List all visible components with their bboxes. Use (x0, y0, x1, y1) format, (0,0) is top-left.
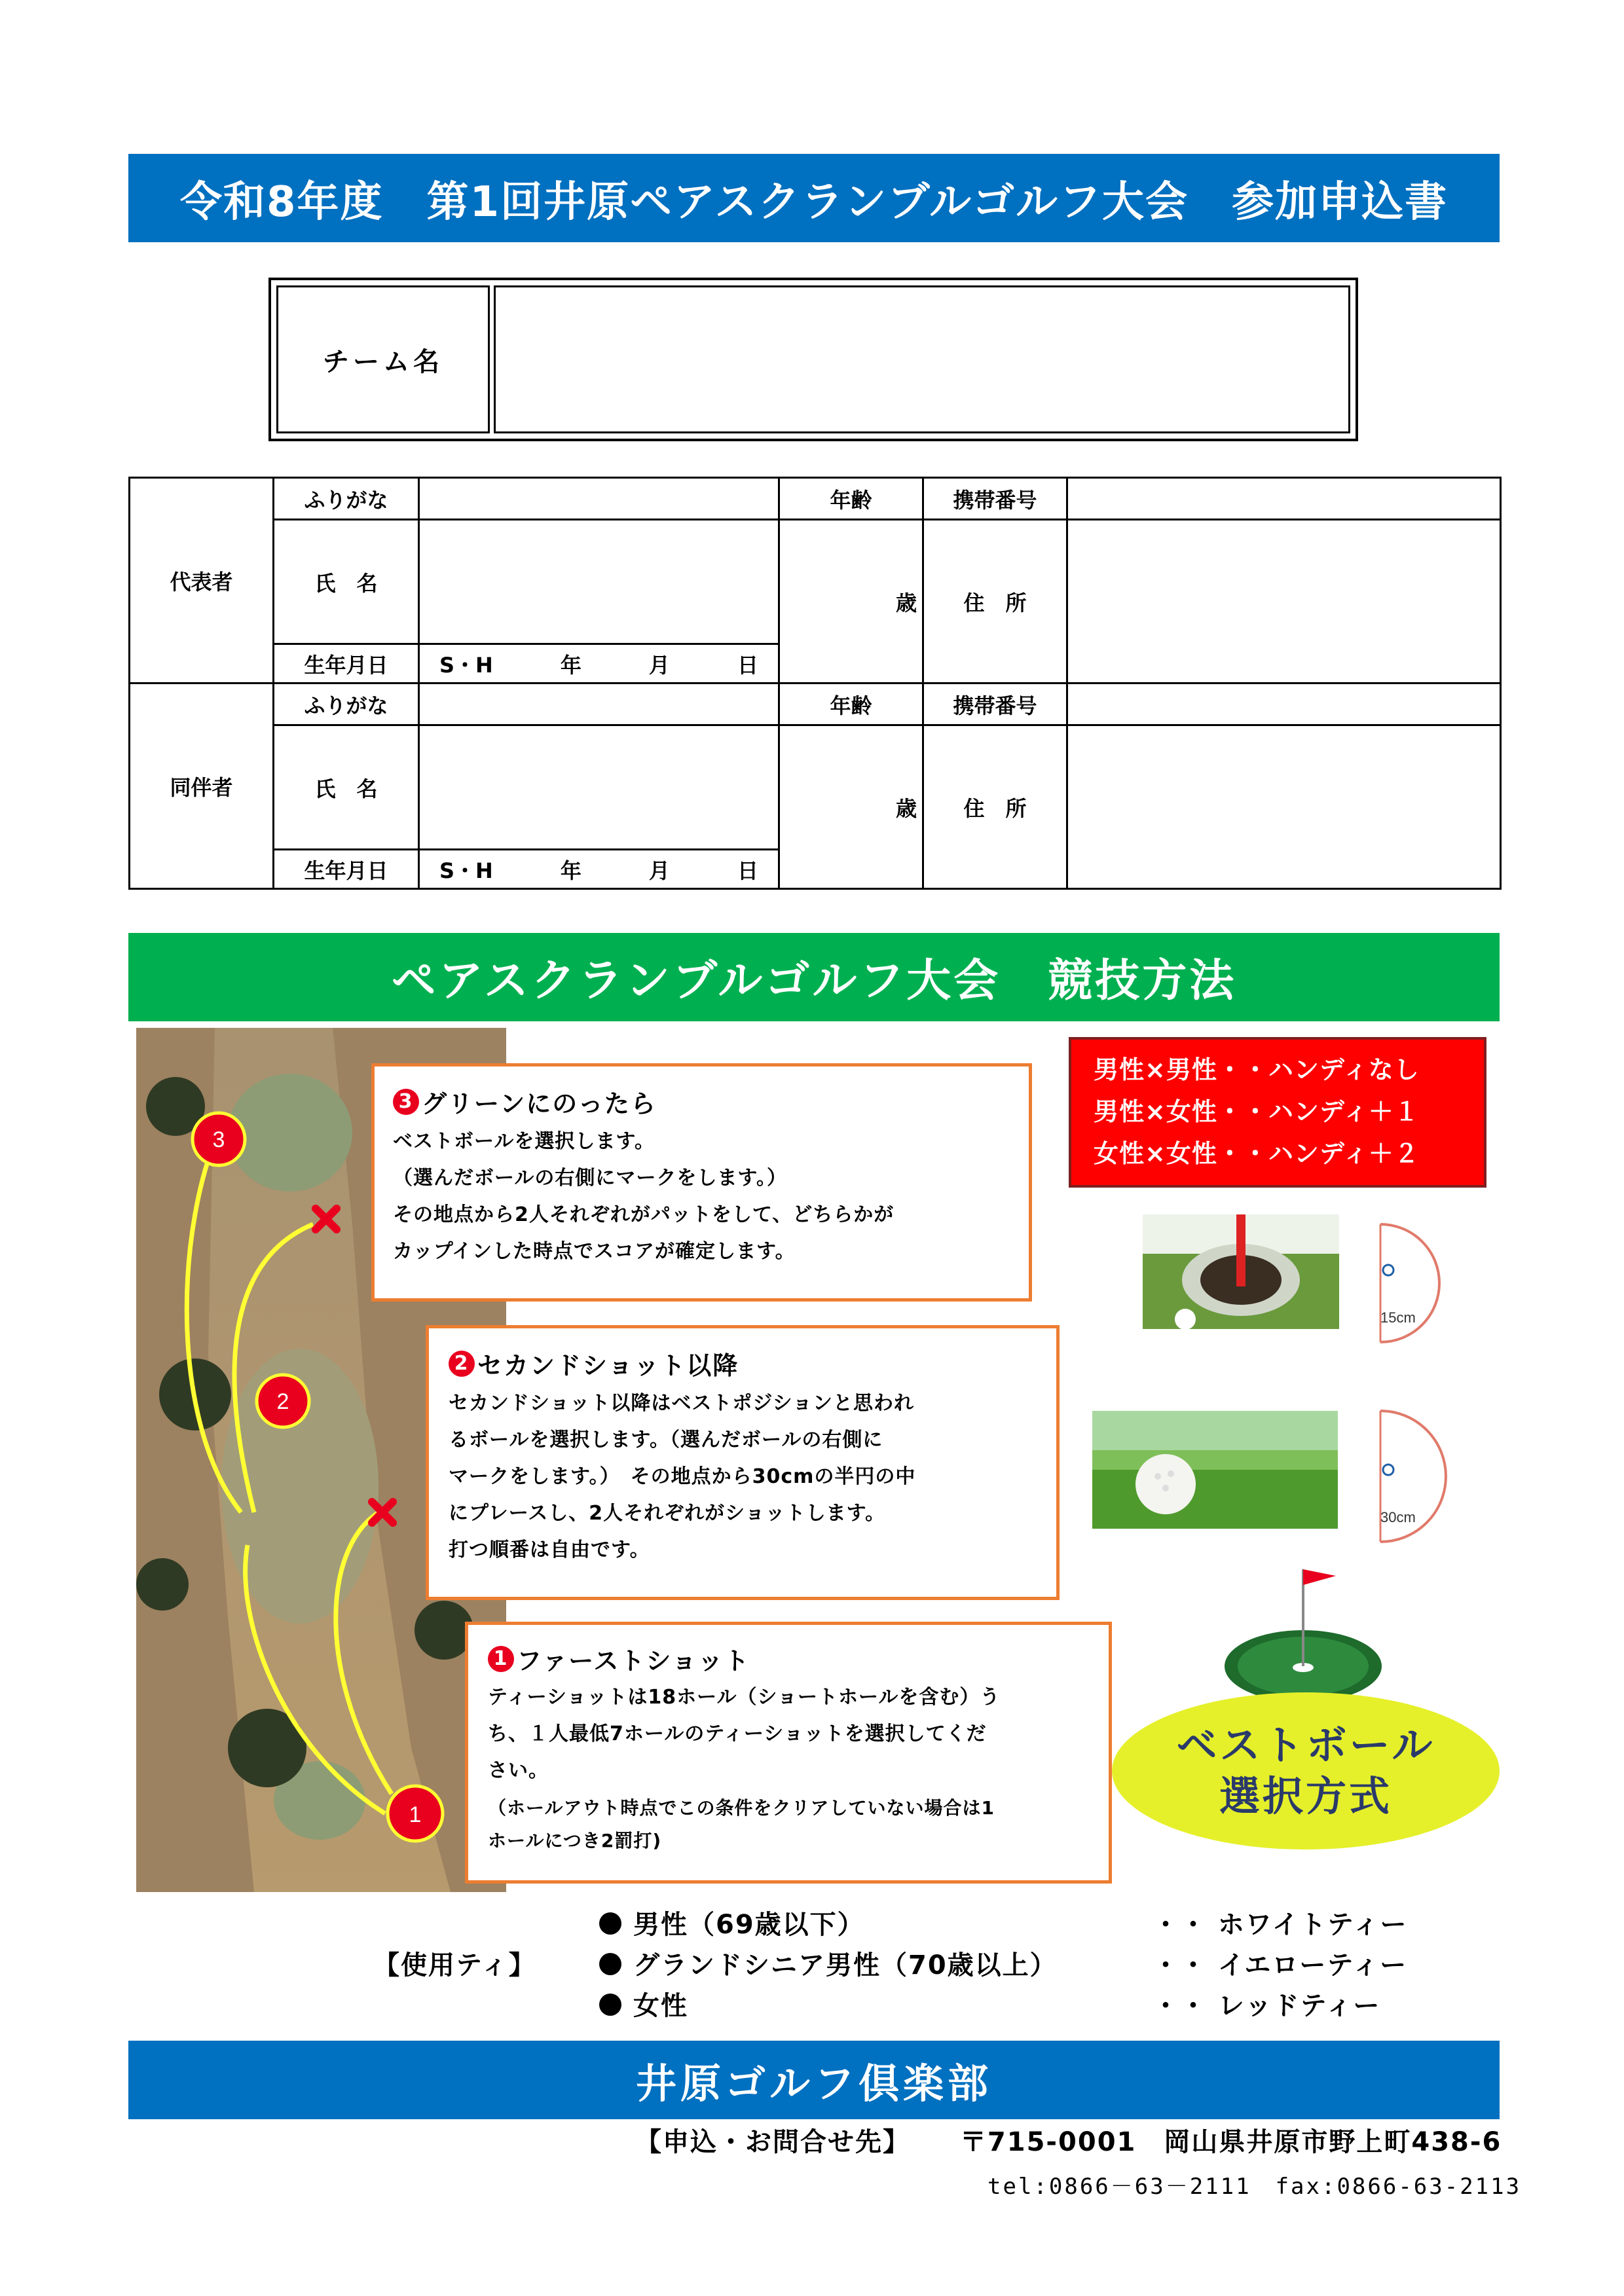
dist-15cm: 15cm (1380, 1309, 1416, 1326)
address-field[interactable] (1067, 520, 1501, 683)
step2-line: セカンドショット以降はベストポジションと思われ (449, 1392, 915, 1415)
ball-photo (1092, 1411, 1338, 1529)
step2-title: セカンドショット以降 (477, 1351, 739, 1380)
cup-photo (1143, 1214, 1339, 1329)
step2-number: 2 (449, 1351, 475, 1377)
step3-line: カップインした時点でスコアが確定します。 (393, 1240, 796, 1263)
step1-line: さい。 (488, 1759, 549, 1782)
handicap-line: 女性×女性・・ハンディ＋２ (1094, 1139, 1420, 1168)
step1-box (465, 1622, 1112, 1884)
step3-line: その地点から2人それぞれがパットをして、どちらかが (393, 1203, 895, 1226)
handicap-box (1069, 1037, 1486, 1188)
step3-line: （選んだボールの右側にマークをします。） (393, 1167, 787, 1190)
tee-row: 男性（69歳以下） (599, 1904, 865, 1941)
flag-green-icon (1225, 1561, 1395, 1712)
furigana-label: ふりがな (274, 683, 419, 725)
tee-type: ・・ ホワイトティー (1153, 1910, 1408, 1940)
handicap-line: 男性×女性・・ハンディ＋１ (1094, 1097, 1420, 1126)
name-field[interactable] (419, 725, 779, 850)
half-circle-30cm-diagram (1369, 1404, 1467, 1548)
role-companion: 同伴者 (130, 683, 274, 889)
step1-line: ティーショットは18ホール（ショートホールを含む）う (488, 1686, 1001, 1709)
age-unit: 歳 (895, 590, 917, 615)
age-label: 年齢 (779, 478, 923, 520)
map-marker-2 (257, 1375, 309, 1427)
furigana-label: ふりがな (274, 478, 419, 520)
dist-30cm: 30cm (1380, 1509, 1416, 1525)
birth-era: S・H (439, 858, 493, 883)
contact-line (635, 2121, 1502, 2159)
step2-line: 打つ順番は自由です。 (449, 1539, 650, 1561)
birth-label: 生年月日 (274, 850, 419, 889)
contact-label: 【申込・お問合せ先】 (635, 2127, 910, 2157)
bullet-icon (599, 1912, 621, 1935)
map-marker-3 (193, 1113, 245, 1165)
phone-field[interactable] (1067, 683, 1501, 725)
age-unit: 歳 (895, 795, 917, 821)
step1-title: ファーストショット (517, 1647, 750, 1675)
team-name-label: チーム名 (276, 285, 490, 433)
tee-row: 女性 (599, 1985, 688, 2022)
name-field[interactable] (419, 520, 779, 644)
birth-month: 月 (648, 652, 670, 678)
contact-tel-fax: tel:0866－63－2111 fax:0866-63-2113 (987, 2174, 1522, 2200)
team-name-box (268, 278, 1358, 441)
phone-label: 携帯番号 (923, 683, 1067, 725)
best-ball-line: ベストボール (1176, 1721, 1435, 1769)
role-representative: 代表者 (130, 478, 274, 683)
birth-field[interactable] (419, 850, 779, 889)
step1-number: 1 (488, 1646, 514, 1672)
address-field[interactable] (1067, 725, 1501, 889)
step1-note: ホールにつき2罰打) (488, 1830, 662, 1851)
method-title: ペアスクランブルゴルフ大会 競技方法 (128, 933, 1500, 1021)
half-circle-15cm-diagram (1369, 1218, 1467, 1349)
tee-row: グランドシニア男性（70歳以上） (599, 1944, 1058, 1982)
club-name: 井原ゴルフ倶楽部 (128, 2041, 1500, 2119)
birth-day: 日 (737, 858, 758, 883)
step2-line: るボールを選択します。（選んだボールの右側に (449, 1429, 883, 1451)
birth-field[interactable] (419, 644, 779, 683)
applicant-table (128, 477, 1502, 890)
birth-label: 生年月日 (274, 644, 419, 683)
map-marker-2-label: 2 (276, 1389, 289, 1414)
furigana-field[interactable] (419, 478, 779, 520)
best-ball-line: 選択方式 (1219, 1772, 1392, 1820)
map-marker-3-label: 3 (212, 1127, 225, 1152)
tee-type: ・・ レッドティー (1153, 1991, 1381, 2021)
phone-label: 携帯番号 (923, 478, 1067, 520)
page-title: 令和8年度 第1回井原ペアスクランブルゴルフ大会 参加申込書 (128, 154, 1500, 242)
step2-box (426, 1325, 1060, 1600)
age-field[interactable] (779, 520, 923, 683)
step1-line: ち、１人最低7ホールのティーショットを選択してくだ (488, 1722, 987, 1745)
contact-address: 〒715-0001 岡山県井原市野上町438-6 (959, 2127, 1502, 2157)
birth-month: 月 (648, 858, 670, 883)
birth-day: 日 (737, 652, 758, 678)
phone-field[interactable] (1067, 478, 1501, 520)
tee-type: ・・ イエローティー (1153, 1950, 1408, 1980)
age-field[interactable] (779, 725, 923, 889)
best-ball-badge (1112, 1692, 1500, 1850)
step3-title: グリーンにのったら (422, 1089, 657, 1118)
name-label: 氏 名 (274, 520, 419, 644)
step3-box (371, 1063, 1032, 1302)
map-marker-1 (388, 1786, 443, 1841)
furigana-field[interactable] (419, 683, 779, 725)
step1-note: （ホールアウト時点でこの条件をクリアしていない場合は1 (488, 1797, 995, 1819)
tee-label: 【使用ティ】 (373, 1950, 536, 1980)
address-label: 住 所 (923, 520, 1067, 683)
birth-year: 年 (560, 652, 581, 678)
birth-era: S・H (439, 652, 493, 678)
step3-number: 3 (393, 1089, 419, 1115)
handicap-line: 男性×男性・・ハンディなし (1094, 1055, 1420, 1084)
birth-year: 年 (560, 858, 581, 883)
step2-line: マークをします。） その地点から30cmの半円の中 (449, 1465, 916, 1488)
age-label: 年齢 (779, 683, 923, 725)
bullet-icon (599, 1994, 621, 2016)
name-label: 氏 名 (274, 725, 419, 850)
map-marker-1-label: 1 (409, 1802, 422, 1827)
step2-line: にプレースし、2人それぞれがショットします。 (449, 1502, 886, 1525)
address-label: 住 所 (923, 725, 1067, 889)
bullet-icon (599, 1953, 621, 1975)
team-name-field[interactable] (494, 285, 1350, 433)
step3-line: ベストボールを選択します。 (393, 1130, 655, 1153)
